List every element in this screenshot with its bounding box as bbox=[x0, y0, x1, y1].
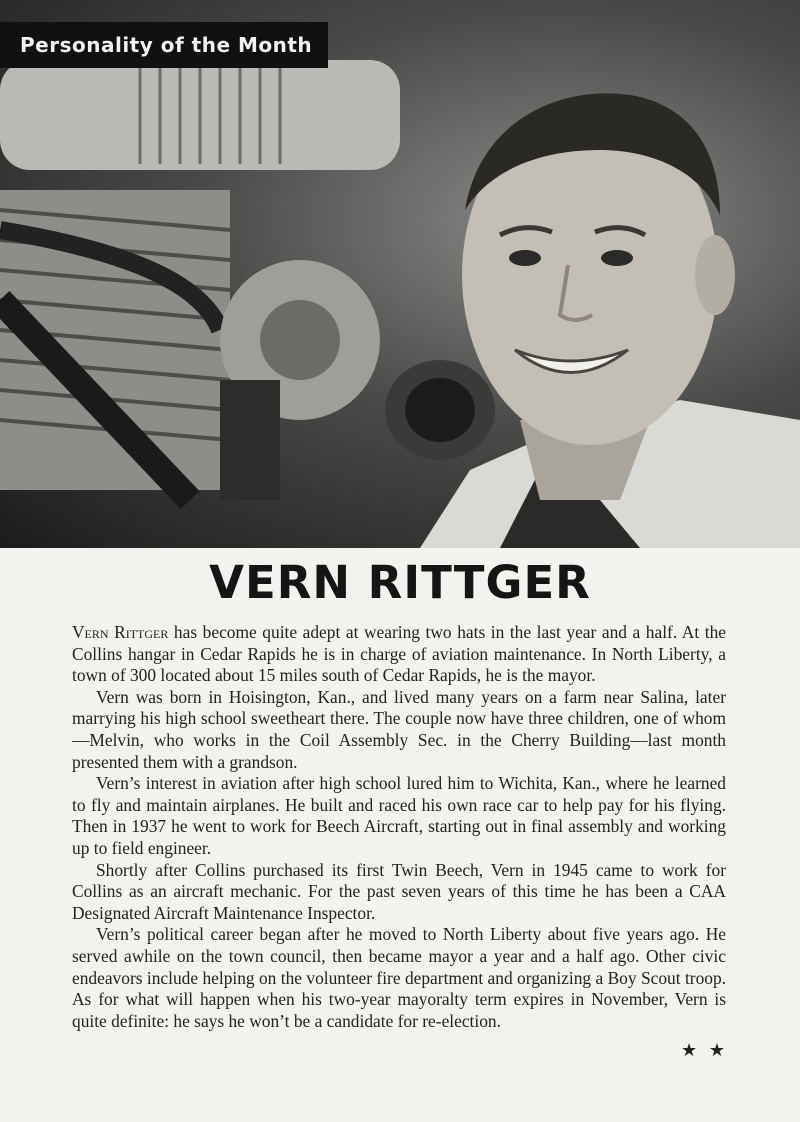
paragraph-text: has become quite adept at wearing two hats in the last year and a half. At the Collins hangar in Cedar Rapids he is in charge of aviation maintenance. In North Liberty, a town of 300 located about 15 miles south of Cedar Rapids, he is the mayor. bbox=[72, 622, 726, 686]
photo-vern-rittger-with-aircraft-engine bbox=[0, 0, 800, 548]
article-body bbox=[72, 622, 726, 1032]
article-paragraph bbox=[72, 622, 726, 687]
article-paragraph: Vern was born in Hoisington, Kan., and lived many years on a farm near Salina, later marrying his high school sweetheart there. The couple now have three children, one of whom—Melvin, who works in the Coil Assembly Sec. in the Cherry Building—last month presented them with a grandson. bbox=[72, 686, 726, 772]
article-paragraph: Shortly after Collins purchased its first Twin Beech, Vern in 1945 came to work for Collins as an aircraft mechanic. For the past seven years of this time he has been a CAA Designated Aircraft Maintenance Inspector. bbox=[72, 859, 726, 923]
article-title: VERN RITTGER bbox=[209, 556, 591, 609]
end-of-article-stars: ★ ★ bbox=[681, 1040, 728, 1061]
article-paragraph: Vern’s political career began after he moved to North Liberty about five years ago. He served awhile on the town council, then became mayor a year and a half ago. Other civic endeavors include helping on the volunteer fire department and organizing a Boy Scout troop. As for what will happen when his two-year mayoralty term expires in November, Vern is quite definite: he says he won’t be a candidate for re-election. bbox=[72, 924, 726, 1031]
engine-and-portrait-illustration bbox=[0, 0, 800, 548]
article-paragraph: Vern’s interest in aviation after high school lured him to Wichita, Kan., where he learned to fly and maintain airplanes. He built and raced his own race car to help pay for his flying. Then in 1937 he went to work for Beech Aircraft, starting out in final assembly and working up to field engineer. bbox=[72, 773, 726, 858]
lead-name: Vern Rittger bbox=[72, 622, 169, 642]
section-label: Personality of the Month bbox=[0, 22, 328, 68]
